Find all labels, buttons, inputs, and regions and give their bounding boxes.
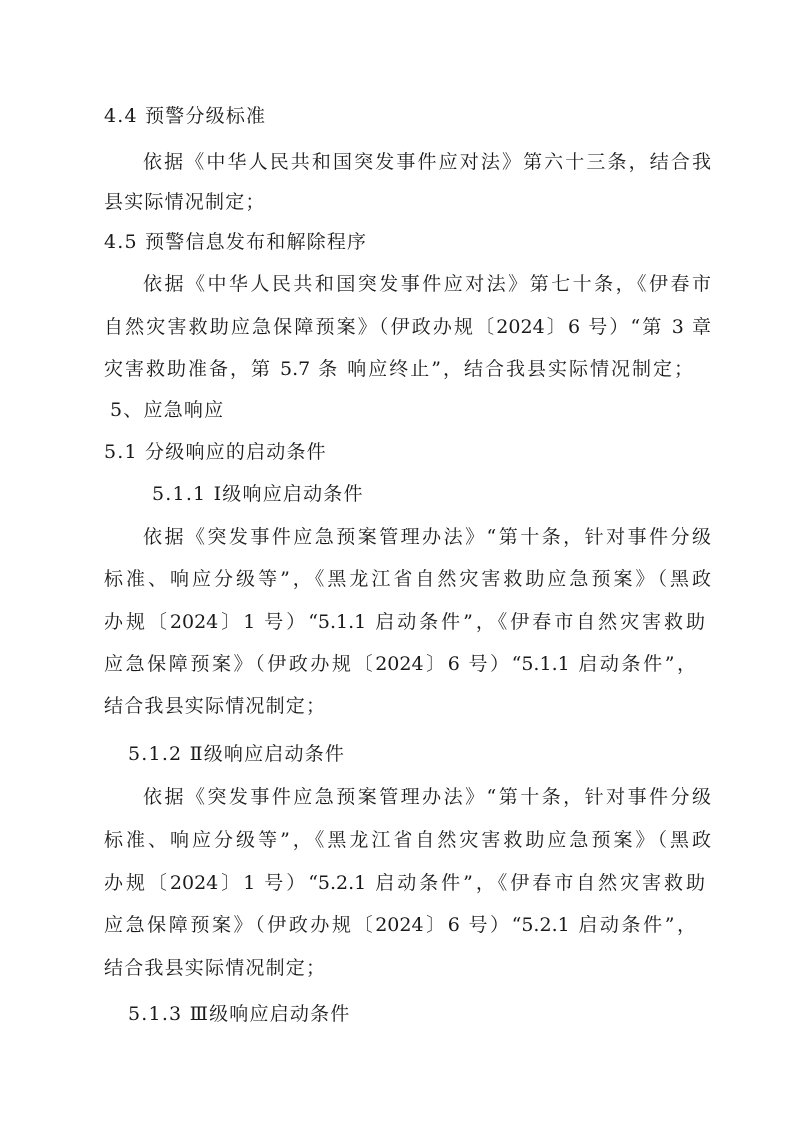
heading-4-5: 4.5 预警信息发布和解除程序 <box>104 231 368 253</box>
paragraph-line: 自然灾害救助应急保障预案》（伊政办规〔2024〕6 号）“第 3 章 <box>104 316 711 338</box>
paragraph-line: 标准、响应分级等”，《黑龙江省自然灾害救助应急预案》（黑政 <box>104 829 711 851</box>
paragraph-line: 结合我县实际情况制定； <box>104 695 327 717</box>
paragraph-line: 应急保障预案》（伊政办规〔2024〕6 号）“5.2.1 启动条件”， <box>104 914 696 936</box>
paragraph-line: 办规〔2024〕1 号）“5.2.1 启动条件”，《伊春市自然灾害救助 <box>104 872 705 894</box>
paragraph-line: 依据《中华人民共和国突发事件应对法》第六十三条，结合我 <box>143 151 711 173</box>
paragraph-line: 标准、响应分级等”，《黑龙江省自然灾害救助应急预案》（黑政 <box>104 568 711 590</box>
paragraph-line: 应急保障预案》（伊政办规〔2024〕6 号）“5.1.1 启动条件”， <box>104 653 696 675</box>
paragraph-line: 办规〔2024〕1 号）“5.1.1 启动条件”，《伊春市自然灾害救助 <box>104 611 705 633</box>
heading-4-4: 4.4 预警分级标准 <box>104 105 267 127</box>
heading-5: 5、应急响应 <box>110 399 225 421</box>
paragraph-line: 依据《突发事件应急预案管理办法》“第十条，针对事件分级 <box>143 786 711 808</box>
heading-5-1-3: 5.1.3 Ⅲ级响应启动条件 <box>128 1003 351 1025</box>
heading-5-1: 5.1 分级响应的启动条件 <box>104 441 327 463</box>
paragraph-line: 县实际情况制定； <box>104 191 266 213</box>
paragraph-line: 结合我县实际情况制定； <box>104 957 327 979</box>
paragraph-line: 灾害救助准备，第 5.7 条 响应终止”，结合我县实际情况制定； <box>104 358 693 380</box>
heading-5-1-1: 5.1.1 Ⅰ级响应启动条件 <box>152 483 364 505</box>
heading-5-1-2: 5.1.2 Ⅱ级响应启动条件 <box>128 743 346 765</box>
paragraph-line: 依据《中华人民共和国突发事件应对法》第七十条，《伊春市 <box>143 273 711 295</box>
paragraph-line: 依据《突发事件应急预案管理办法》“第十条，针对事件分级 <box>143 526 711 548</box>
